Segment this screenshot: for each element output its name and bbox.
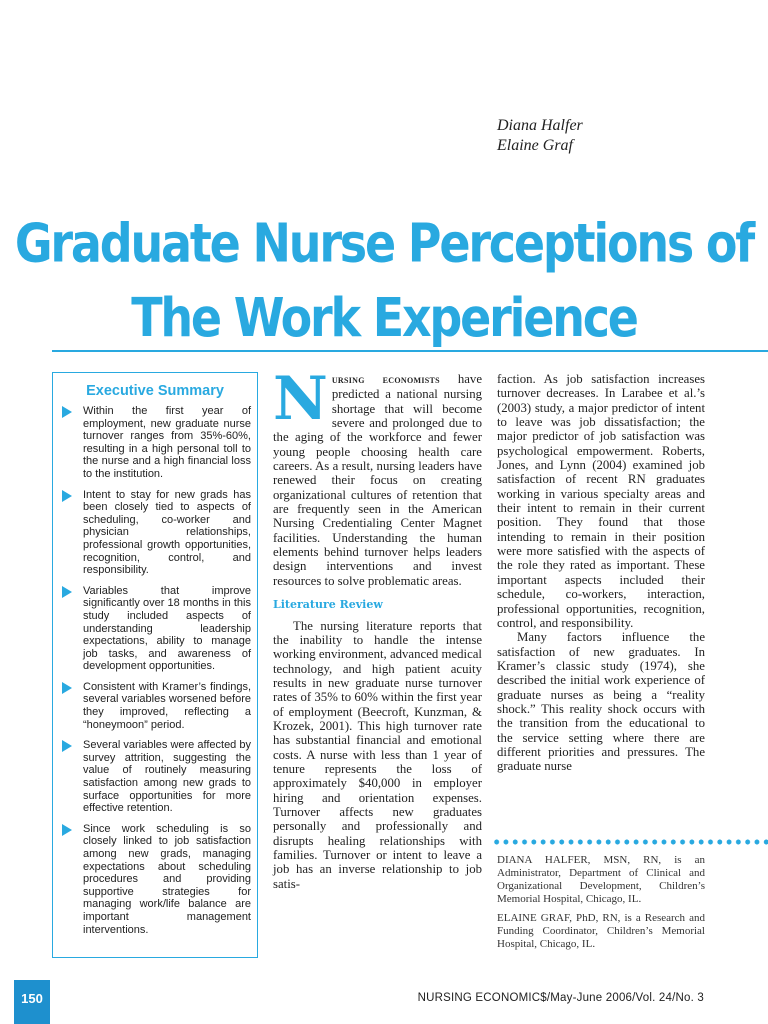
body-paragraph: The nursing literature reports that the inability to handle the intense working environment, advanced medical technology, and high patient acuity results in new graduate nurse turnover rates of 35% to 60% within the first year of employment (Beecroft, Kunzman, & Krozek, 2001). This high turnover rate has substantial financial and emotional costs. A nurse with less than 1 year of tenure represents the loss of approximately $40,000 in employer hiring and orientation expenses. Turnover affects new graduates personally and professionally and disrupts healing relationships with families. Turnover or intent to leave a job has an inverse relationship to job satis- (273, 618, 482, 891)
bullet-arrow-icon (62, 586, 72, 598)
title-divider (52, 350, 768, 352)
journal-footer: NURSING ECONOMIC$/May-June 2006/Vol. 24/No. 3 (417, 992, 704, 1004)
author-name: Elaine Graf (497, 137, 573, 154)
executive-summary-list (53, 405, 257, 936)
summary-item (59, 489, 251, 577)
executive-summary-heading: Executive Summary (86, 383, 224, 399)
section-heading: Literature Review (273, 598, 383, 612)
author-bio: DIANA HALFER, MSN, RN, is an Administrator, Department of Clinical and Organizational Development, Children’s Memorial Hospital, Chicago, IL. (497, 854, 705, 905)
summary-item-text: Intent to stay for new grads has been closely tied to aspects of scheduling, co-worker and physician relationships, professional growth opportunities, recognition, control, and responsibility. (83, 488, 251, 577)
summary-item (59, 823, 251, 936)
article-title (0, 206, 768, 354)
summary-item-text: Within the first year of employment, new graduate nurse turnover ranges from 35%-60%, resulting in a high personal toll to the nurse and a high financial loss to the institution. (83, 405, 251, 480)
body-column-1 (273, 364, 482, 891)
summary-item (59, 585, 251, 673)
intro-text: have predicted a national nursing shortage that will become severe and prolonged due to the aging of the workforce and fewer young people choosing health care careers. As a result, nursing leaders have renewed their focus on creating organizational cultures of retention that are frequently seen in the American Nursing Credentialing Center Magnet facilities. Understanding the human elements behind turnover helps leaders design interventions and invest resources to solve problematic areas. (273, 372, 482, 588)
summary-item-text: Variables that improve significantly over 18 months in this study included aspects of understanding leadership expectations, ability to manage job tasks, and awareness of development opportunities. (83, 584, 251, 673)
bullet-arrow-icon (62, 406, 72, 418)
summary-item-text: Since work scheduling is so closely linked to job satisfaction among new grads, managing expectations about scheduling procedures and providing supportive strategies for managing work/life balance are important management interventions. (83, 822, 251, 936)
body-column-2 (497, 372, 705, 774)
page-number: 150 (14, 980, 50, 1024)
bullet-arrow-icon (62, 740, 72, 752)
title-line: The Work Experience (131, 286, 637, 349)
bullet-arrow-icon (62, 824, 72, 836)
intro-paragraph (273, 364, 482, 588)
dotted-divider (492, 838, 768, 846)
summary-item-text: Consistent with Kramer’s findings, several variables worsened before they improved, reflecting a “honeymoon” period. (83, 680, 251, 731)
author-name: Diana Halfer (497, 117, 583, 134)
bullet-arrow-icon (62, 682, 72, 694)
summary-item (59, 739, 251, 815)
executive-summary-box (52, 372, 258, 958)
lead-small-caps: ursing economists (331, 374, 440, 386)
title-line: Graduate Nurse Perceptions of (14, 211, 754, 275)
summary-item-text: Several variables were affected by survey attrition, suggesting the value of routinely measuring satisfaction among new grads to surface opportunities for more effective retention. (83, 739, 251, 815)
author-bio: ELAINE GRAF, PhD, RN, is a Research and Funding Coordinator, Children’s Memorial Hospital, Chicago, IL. (497, 912, 705, 950)
body-paragraph: faction. As job satisfaction increases turnover decreases. In Larabee et al.’s (2003) study, a major predictor of intent to leave was job dissatisfaction; the major predictor of job satisfaction was psychological empowerment. Roberts, Jones, and Lynn (2004) examined job satisfaction of recent RN graduates working in various specialty areas and their intent to remain in their current position. They found that those intending to remain in their position were more satisfied with the aspects of the role they rated as important. These important aspects included their schedule, co-workers, interaction, professional opportunities, recognition, control, and responsibility. (497, 372, 705, 630)
bullet-arrow-icon (62, 490, 72, 502)
summary-item (59, 681, 251, 731)
author-names (497, 116, 583, 156)
summary-item (59, 405, 251, 481)
drop-cap: N (273, 364, 328, 434)
body-paragraph: Many factors influence the satisfaction of new graduates. In Kramer’s classic study (1974), she described the initial work experience of graduate nurses as being a “reality shock.” This reality shock occurs with the transition from the educational to the service setting where there are different priorities and pressures. The graduate nurse (497, 630, 705, 774)
